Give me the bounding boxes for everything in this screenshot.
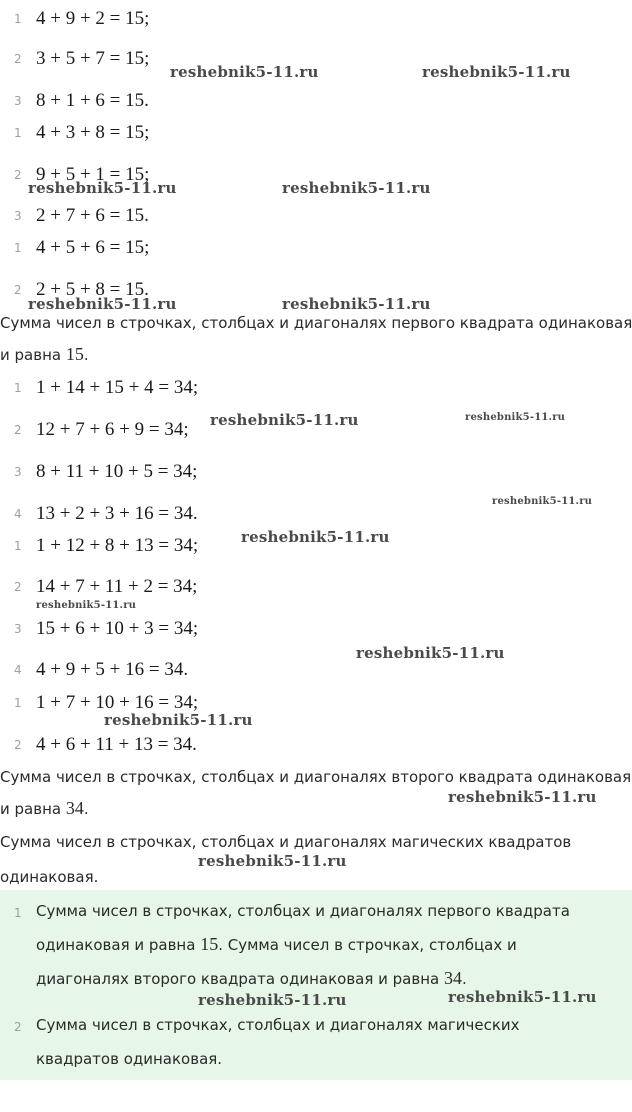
square2-conclusion-line1: Сумма чисел в строчках, столбцах и диагоналях второго квадрата одинаковая [0, 768, 632, 786]
conclusion-end: . [83, 346, 89, 364]
equation: 12 + 7 + 6 + 9 = 34; [36, 419, 189, 440]
line-number: 3 [14, 209, 22, 223]
watermark: reshebnik5-11.ru [282, 179, 431, 197]
watermark: reshebnik5-11.ru [36, 600, 137, 611]
square1-conclusion-line2 [0, 344, 89, 365]
watermark: reshebnik5-11.ru [356, 644, 505, 662]
line-number: 1 [14, 126, 22, 140]
conclusion-end: . [83, 800, 89, 818]
answer-item2-line2: квадратов одинаковая. [36, 1050, 223, 1068]
equation: 3 + 5 + 7 = 15; [36, 48, 150, 69]
answer-text: одинаковая и равна [36, 936, 201, 954]
line-number: 2 [14, 283, 22, 297]
equation: 1 + 7 + 10 + 16 = 34; [36, 692, 199, 713]
watermark: reshebnik5-11.ru [28, 179, 177, 197]
general-conclusion-line1: Сумма чисел в строчках, столбцах и диагоналях магических квадратов [0, 833, 572, 851]
conclusion-value: 15 [65, 344, 84, 364]
equation: 4 + 6 + 11 + 13 = 34. [36, 734, 197, 755]
equation: 4 + 3 + 8 = 15; [36, 122, 150, 143]
line-number: 1 [14, 12, 22, 26]
answer-item1-line3 [36, 968, 467, 989]
equation: 1 + 12 + 8 + 13 = 34; [36, 535, 199, 556]
answer-item-number: 2 [14, 1020, 22, 1034]
watermark: reshebnik5-11.ru [282, 295, 431, 313]
conclusion-value: 34 [65, 798, 84, 818]
conclusion-tail: и равна [0, 346, 66, 364]
watermark: reshebnik5-11.ru [448, 788, 597, 806]
equation: 9 + 5 + 1 = 15; [36, 164, 150, 185]
conclusion-tail: и равна [0, 800, 66, 818]
answer-text: диагоналях второго квадрата одинаковая и равна [36, 970, 444, 988]
watermark: reshebnik5-11.ru [422, 63, 571, 81]
watermark: reshebnik5-11.ru [210, 411, 359, 429]
square1-conclusion-line1: Сумма чисел в строчках, столбцах и диагоналях первого квадрата одинаковая [0, 314, 632, 332]
answer-text: . [461, 970, 467, 988]
line-number: 2 [14, 423, 22, 437]
equation: 4 + 9 + 2 = 15; [36, 8, 150, 29]
answer-item-number: 1 [14, 906, 22, 920]
answer-item2-line1: Сумма чисел в строчках, столбцах и диагоналях магических [36, 1016, 520, 1034]
equation: 8 + 1 + 6 = 15. [36, 90, 149, 111]
line-number: 4 [14, 507, 22, 521]
watermark: reshebnik5-11.ru [198, 991, 347, 1009]
watermark: reshebnik5-11.ru [241, 528, 390, 546]
answer-box [0, 890, 632, 1080]
line-number: 4 [14, 663, 22, 677]
answer-value: 15 [200, 934, 219, 954]
answer-text: . Сумма чисел в строчках, столбцах и [218, 936, 517, 954]
line-number: 1 [14, 539, 22, 553]
equation: 4 + 5 + 6 = 15; [36, 237, 150, 258]
equation: 2 + 5 + 8 = 15. [36, 279, 149, 300]
line-number: 3 [14, 94, 22, 108]
line-number: 2 [14, 52, 22, 66]
line-number: 2 [14, 168, 22, 182]
line-number: 1 [14, 696, 22, 710]
answer-value: 34 [443, 968, 462, 988]
line-number: 2 [14, 738, 22, 752]
watermark: reshebnik5-11.ru [465, 412, 566, 423]
general-conclusion-line2: одинаковая. [0, 868, 99, 886]
equation: 15 + 6 + 10 + 3 = 34; [36, 618, 199, 639]
equation: 4 + 9 + 5 + 16 = 34. [36, 659, 189, 680]
watermark: reshebnik5-11.ru [28, 295, 177, 313]
line-number: 2 [14, 580, 22, 594]
line-number: 3 [14, 465, 22, 479]
line-number: 1 [14, 241, 22, 255]
equation: 13 + 2 + 3 + 16 = 34. [36, 503, 198, 524]
square2-conclusion-line2 [0, 798, 89, 819]
watermark: reshebnik5-11.ru [170, 63, 319, 81]
equation: 2 + 7 + 6 = 15. [36, 205, 149, 226]
equation: 8 + 11 + 10 + 5 = 34; [36, 461, 198, 482]
line-number: 3 [14, 622, 22, 636]
watermark: reshebnik5-11.ru [104, 711, 253, 729]
answer-item1-line2 [36, 934, 517, 955]
equation: 14 + 7 + 11 + 2 = 34; [36, 576, 198, 597]
watermark: reshebnik5-11.ru [448, 988, 597, 1006]
watermark: reshebnik5-11.ru [198, 852, 347, 870]
answer-item1-line1: Сумма чисел в строчках, столбцах и диагоналях первого квадрата [36, 902, 570, 920]
watermark: reshebnik5-11.ru [492, 496, 593, 507]
line-number: 1 [14, 381, 22, 395]
equation: 1 + 14 + 15 + 4 = 34; [36, 377, 199, 398]
